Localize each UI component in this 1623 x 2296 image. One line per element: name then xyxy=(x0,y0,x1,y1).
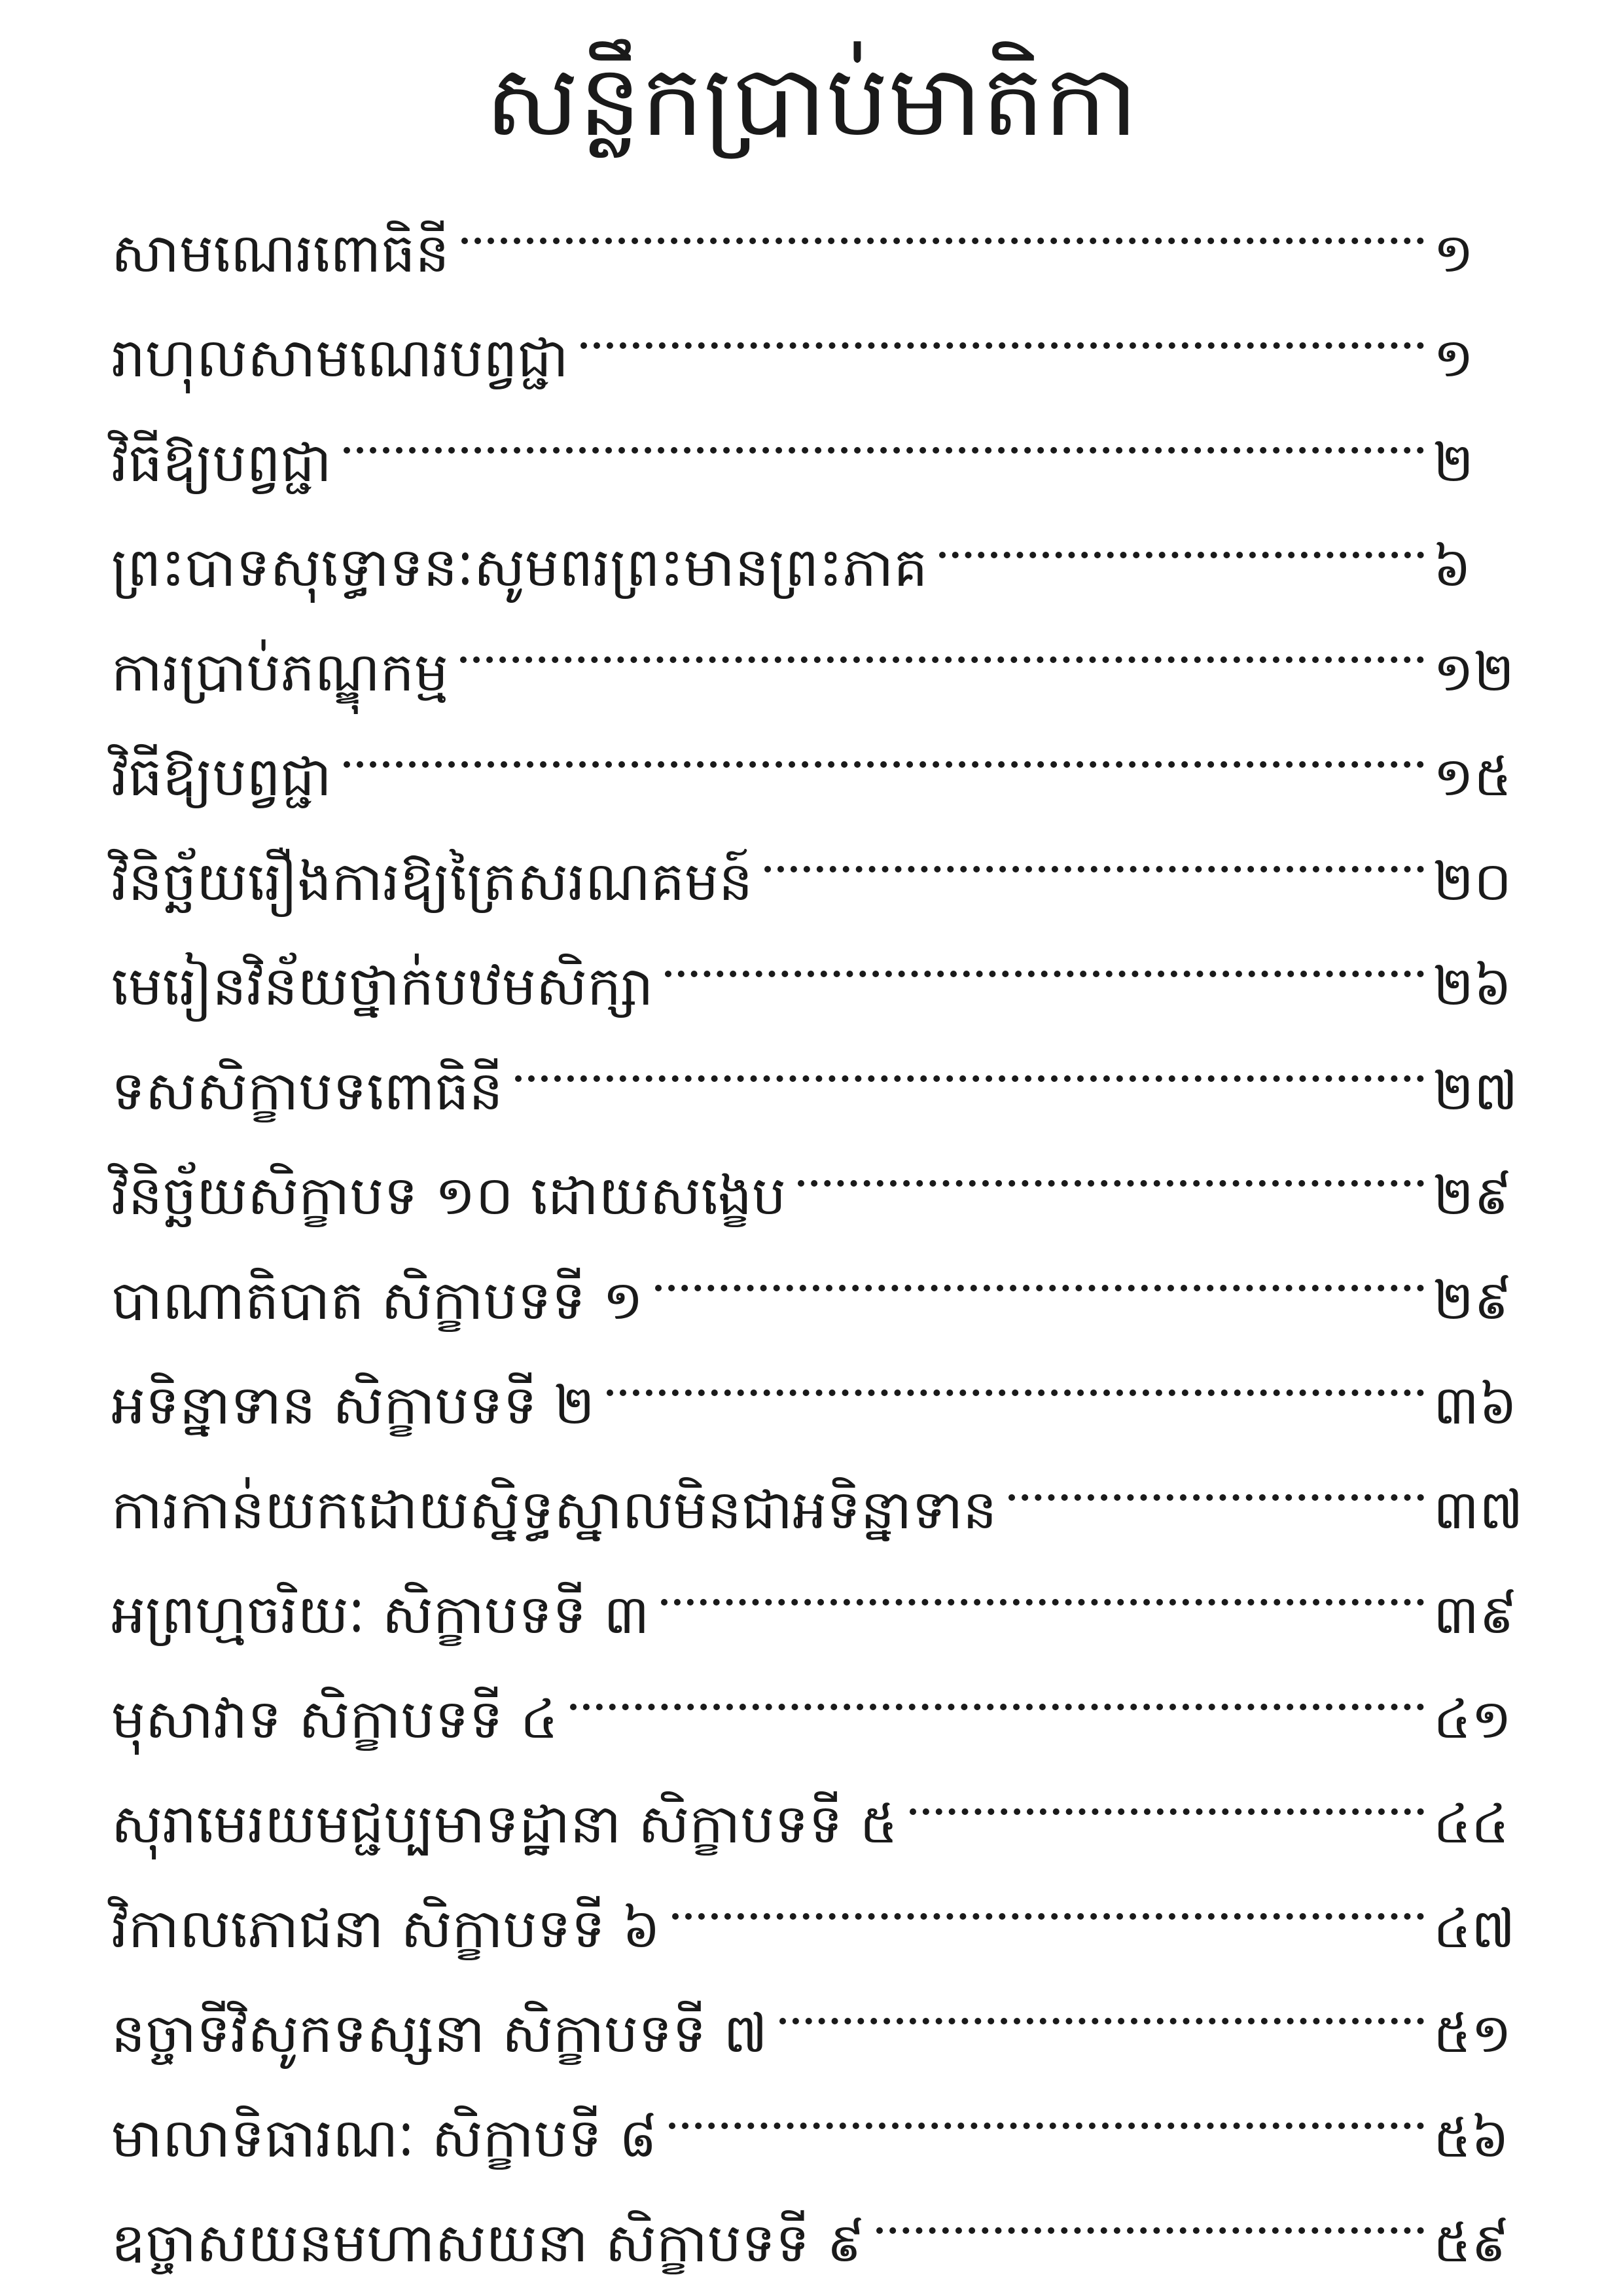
dot-leader xyxy=(939,481,1424,586)
toc-entry-label: វិនិច្ឆ័យសិក្ខាបទ ១០ ដោយសង្ខេប xyxy=(111,1165,787,1227)
dot-leader xyxy=(672,1842,1424,1947)
toc-entry-page: ២០ xyxy=(1433,851,1512,913)
toc-entry-page: ៣៧ xyxy=(1433,1479,1524,1541)
toc-entry-page: ១២ xyxy=(1433,641,1515,704)
toc-entry-label: វិកាលភោជនា សិក្ខាបទទី ៦ xyxy=(111,1898,660,1960)
dot-leader xyxy=(669,2052,1424,2157)
dot-leader xyxy=(344,376,1424,481)
dot-leader xyxy=(779,1947,1424,2052)
dot-leader xyxy=(910,1738,1424,1842)
page-title: សន្លឹកប្រាប់មាតិកា xyxy=(485,45,1138,158)
dot-leader xyxy=(764,795,1424,900)
toc-entry-page: ២៩ xyxy=(1433,1165,1512,1227)
toc-entry-label: មុសាវាទ សិក្ខាបទទី ៤ xyxy=(111,1689,558,1751)
dot-leader xyxy=(665,900,1424,1005)
toc-entry-label: ឧច្ចាសយនមហាសយនា សិក្ខាបទទី ៩ xyxy=(111,2212,865,2274)
dot-leader xyxy=(876,2157,1424,2261)
dot-leader xyxy=(661,1528,1424,1633)
toc-entry-page: ២៩ xyxy=(1433,1270,1512,1332)
toc-entry-label: បាណាតិបាត សិក្ខាបទទី ១ xyxy=(111,1270,643,1332)
toc-entry-page: ៤៤ xyxy=(1433,1793,1510,1856)
toc-entry-label: អព្រហ្មចរិយៈ សិក្ខាបទទី ៣ xyxy=(111,1584,650,1646)
toc-entry-page: ៥៦ xyxy=(1433,2108,1510,2170)
toc-entry-label: នច្ចាទីវិសូកទស្សនា សិក្ខាបទទី ៧ xyxy=(111,2003,768,2065)
toc-entry-page: ២ xyxy=(1433,432,1474,494)
dot-leader xyxy=(460,586,1424,691)
toc-entry-label: ការប្រាប់ភណ្ឌុកម្ម xyxy=(111,641,448,704)
toc-entry-page: ៥៩ xyxy=(1433,2212,1510,2274)
toc-entry xyxy=(111,167,1531,285)
toc-entry-page: ១ xyxy=(1433,327,1474,389)
dot-leader xyxy=(607,1319,1424,1424)
toc-entry-label: សាមណេរពោធិនី xyxy=(111,223,450,285)
toc-entry-page: ៤៧ xyxy=(1433,1898,1516,1960)
dot-leader xyxy=(580,272,1424,376)
toc-entry-page: ២៧ xyxy=(1433,1060,1518,1122)
toc-entry-page: ១ xyxy=(1433,223,1474,285)
dot-leader xyxy=(515,1005,1424,1109)
toc-entry-label: រាហុលសាមណេរបព្វជ្ជា xyxy=(111,327,569,389)
toc-entry-label: មេរៀនវិន័យថ្នាក់បឋមសិក្សា xyxy=(111,956,654,1018)
toc-entry-label: មាលាទិធារណៈ សិក្ខាបទី ៨ xyxy=(111,2108,657,2170)
toc-entry-page: ៤១ xyxy=(1433,1689,1512,1751)
toc-entry-label: ទសសិក្ខាបទពោធិនី xyxy=(111,1060,503,1122)
table-of-contents xyxy=(111,167,1531,2274)
toc-entry-page: ២៦ xyxy=(1433,956,1512,1018)
dot-leader xyxy=(655,1214,1424,1319)
dot-leader xyxy=(570,1633,1424,1738)
toc-entry-page: ៣៦ xyxy=(1433,1374,1518,1437)
dot-leader xyxy=(344,691,1424,795)
dot-leader xyxy=(1008,1424,1424,1528)
toc-entry-label: អទិន្នាទាន សិក្ខាបទទី ២ xyxy=(111,1374,595,1437)
dot-leader xyxy=(461,167,1424,272)
toc-entry-label: វិធីឱ្យបព្វជ្ជា xyxy=(111,746,332,808)
toc-entry-page: ៣៩ xyxy=(1433,1584,1518,1646)
toc-entry-page: ១៥ xyxy=(1433,746,1512,808)
toc-entry-label: ព្រះបាទសុទ្ធោទនៈសូមពរព្រះមានព្រះភាគ xyxy=(111,537,928,599)
toc-entry-label: វិនិច្ឆ័យរឿងការឱ្យត្រៃសរណគមន៍ xyxy=(111,851,753,913)
toc-entry-label: វិធីឱ្យបព្វជ្ជា xyxy=(111,432,332,494)
toc-entry-page: ៥១ xyxy=(1433,2003,1512,2065)
dot-leader xyxy=(798,1109,1424,1214)
toc-entry-page: ៦ xyxy=(1433,537,1472,599)
toc-entry-label: ការកាន់យកដោយស្និទ្ធស្នាលមិនជាអទិន្នាទាន xyxy=(111,1479,997,1541)
toc-entry-label: សុរាមេរយមជ្ជប្បមាទដ្ឋានា សិក្ខាបទទី ៥ xyxy=(111,1793,898,1856)
